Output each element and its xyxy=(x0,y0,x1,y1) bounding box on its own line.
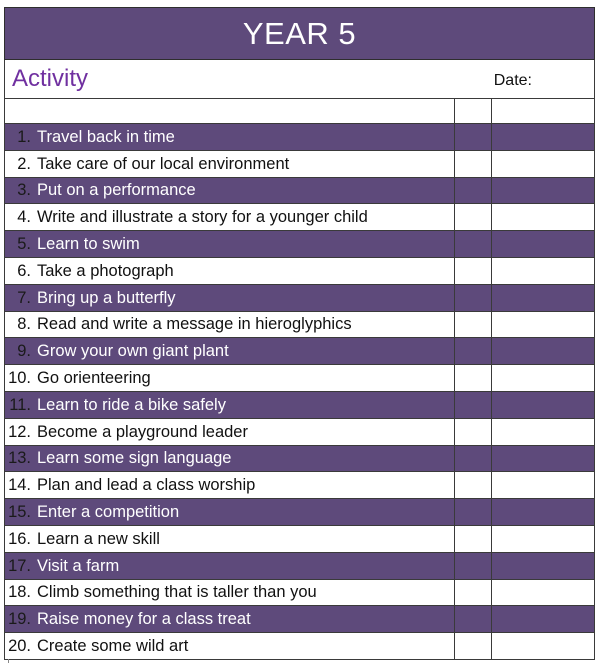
item-text: Climb something that is taller than you xyxy=(37,583,317,602)
item-text: Visit a farm xyxy=(37,556,120,575)
item-number: 16. xyxy=(8,529,31,548)
list-item xyxy=(5,606,595,633)
item-number: 15. xyxy=(8,503,31,522)
item-text: Read and write a message in hieroglyphics xyxy=(37,315,352,334)
list-item xyxy=(5,284,595,311)
list-item xyxy=(5,257,595,284)
blank-date-cell[interactable] xyxy=(491,99,594,124)
item-number: 4. xyxy=(17,208,31,227)
activity-cell xyxy=(5,472,455,499)
date-cell[interactable] xyxy=(491,633,594,660)
activity-cell xyxy=(5,391,455,418)
item-number: 11. xyxy=(9,395,31,414)
item-number: 7. xyxy=(17,288,31,307)
item-text: Learn to swim xyxy=(37,235,140,254)
tick-cell[interactable] xyxy=(454,445,491,472)
tick-cell[interactable] xyxy=(454,231,491,258)
item-text: Create some wild art xyxy=(37,637,189,656)
activity-cell xyxy=(5,204,455,231)
tick-cell[interactable] xyxy=(454,177,491,204)
item-number: 9. xyxy=(17,342,31,361)
list-item xyxy=(5,525,595,552)
item-text: Travel back in time xyxy=(37,127,175,146)
blank-tick-cell[interactable] xyxy=(454,99,491,124)
tick-cell[interactable] xyxy=(454,499,491,526)
list-item xyxy=(5,231,595,258)
activity-cell xyxy=(5,365,455,392)
activity-cell xyxy=(5,338,455,365)
item-text: Take a photograph xyxy=(37,261,174,280)
activity-cell xyxy=(5,445,455,472)
tick-cell[interactable] xyxy=(454,284,491,311)
item-text: Become a playground leader xyxy=(37,422,248,441)
item-text: Learn some sign language xyxy=(37,449,232,468)
item-number: 2. xyxy=(17,154,31,173)
item-text: Raise money for a class treat xyxy=(37,610,251,629)
date-cell[interactable] xyxy=(491,124,594,151)
list-item xyxy=(5,445,595,472)
tick-cell[interactable] xyxy=(454,338,491,365)
date-cell[interactable] xyxy=(491,552,594,579)
tick-cell[interactable] xyxy=(454,418,491,445)
item-number: 20. xyxy=(8,637,31,656)
date-cell[interactable] xyxy=(491,418,594,445)
item-number: 14. xyxy=(8,476,31,495)
item-text: Grow your own giant plant xyxy=(37,342,229,361)
activity-cell xyxy=(5,124,455,151)
item-number: 1. xyxy=(17,127,31,146)
header-row xyxy=(5,60,595,99)
item-number: 19. xyxy=(8,610,31,629)
activity-cell xyxy=(5,311,455,338)
activity-cell xyxy=(5,579,455,606)
item-number: 5. xyxy=(17,235,31,254)
activity-cell xyxy=(5,284,455,311)
header-cell xyxy=(5,60,595,99)
activity-cell xyxy=(5,177,455,204)
item-number: 17. xyxy=(8,556,31,575)
item-number: 8. xyxy=(17,315,31,334)
date-label: Date: xyxy=(493,72,532,89)
list-item xyxy=(5,124,595,151)
tick-cell[interactable] xyxy=(454,606,491,633)
activity-cell xyxy=(5,231,455,258)
list-item xyxy=(5,338,595,365)
activity-table xyxy=(4,7,595,660)
item-number: 6. xyxy=(17,261,31,280)
item-number: 18. xyxy=(8,583,31,602)
date-cell[interactable] xyxy=(491,311,594,338)
date-cell[interactable] xyxy=(491,472,594,499)
tick-cell[interactable] xyxy=(454,552,491,579)
item-text: Learn a new skill xyxy=(37,529,160,548)
date-cell[interactable] xyxy=(491,338,594,365)
tick-cell[interactable] xyxy=(454,150,491,177)
list-item xyxy=(5,391,595,418)
tick-cell[interactable] xyxy=(454,579,491,606)
item-text: Plan and lead a class worship xyxy=(37,476,256,495)
item-number: 13. xyxy=(8,449,31,468)
activity-cell xyxy=(5,150,455,177)
date-cell[interactable] xyxy=(491,606,594,633)
item-number: 3. xyxy=(17,181,31,200)
activity-heading: Activity xyxy=(12,65,89,92)
tick-cell[interactable] xyxy=(454,257,491,284)
list-item xyxy=(5,552,595,579)
list-item xyxy=(5,472,595,499)
date-cell[interactable] xyxy=(491,284,594,311)
list-item xyxy=(5,579,595,606)
title-row xyxy=(5,8,595,60)
item-text: Go orienteering xyxy=(37,369,151,388)
tick-cell[interactable] xyxy=(454,365,491,392)
item-number: 10. xyxy=(8,369,31,388)
activity-cell xyxy=(5,418,455,445)
blank-cell xyxy=(5,99,455,124)
activity-cell xyxy=(5,525,455,552)
activity-cell xyxy=(5,606,455,633)
tick-cell[interactable] xyxy=(454,124,491,151)
date-cell[interactable] xyxy=(491,257,594,284)
date-cell[interactable] xyxy=(491,204,594,231)
date-cell[interactable] xyxy=(491,499,594,526)
tick-cell[interactable] xyxy=(454,633,491,660)
activity-cell xyxy=(5,552,455,579)
list-item xyxy=(5,150,595,177)
date-cell[interactable] xyxy=(491,231,594,258)
item-text: Take care of our local environment xyxy=(37,154,290,173)
date-cell[interactable] xyxy=(491,525,594,552)
tick-cell[interactable] xyxy=(454,472,491,499)
tick-cell[interactable] xyxy=(454,525,491,552)
date-cell[interactable] xyxy=(491,445,594,472)
list-item xyxy=(5,633,595,660)
item-text: Put on a performance xyxy=(37,181,196,200)
blank-row xyxy=(5,99,595,124)
tick-cell[interactable] xyxy=(454,391,491,418)
list-item xyxy=(5,204,595,231)
item-text: Learn to ride a bike safely xyxy=(37,395,226,414)
list-item xyxy=(5,311,595,338)
page-edge-mark xyxy=(8,659,9,663)
activity-cell xyxy=(5,499,455,526)
date-cell[interactable] xyxy=(491,579,594,606)
item-text: Bring up a butterfly xyxy=(37,288,176,307)
checklist-sheet xyxy=(4,7,595,660)
activity-cell xyxy=(5,257,455,284)
date-cell[interactable] xyxy=(491,177,594,204)
item-number: 12. xyxy=(8,422,31,441)
list-item xyxy=(5,365,595,392)
date-cell[interactable] xyxy=(491,365,594,392)
item-text: Enter a competition xyxy=(37,503,180,522)
list-item xyxy=(5,177,595,204)
list-item xyxy=(5,418,595,445)
date-cell[interactable] xyxy=(491,150,594,177)
tick-cell[interactable] xyxy=(454,204,491,231)
item-text: Write and illustrate a story for a younger child xyxy=(37,208,368,227)
list-item xyxy=(5,499,595,526)
tick-cell[interactable] xyxy=(454,311,491,338)
page-title: YEAR 5 xyxy=(5,8,595,60)
date-cell[interactable] xyxy=(491,391,594,418)
activity-cell xyxy=(5,633,455,660)
